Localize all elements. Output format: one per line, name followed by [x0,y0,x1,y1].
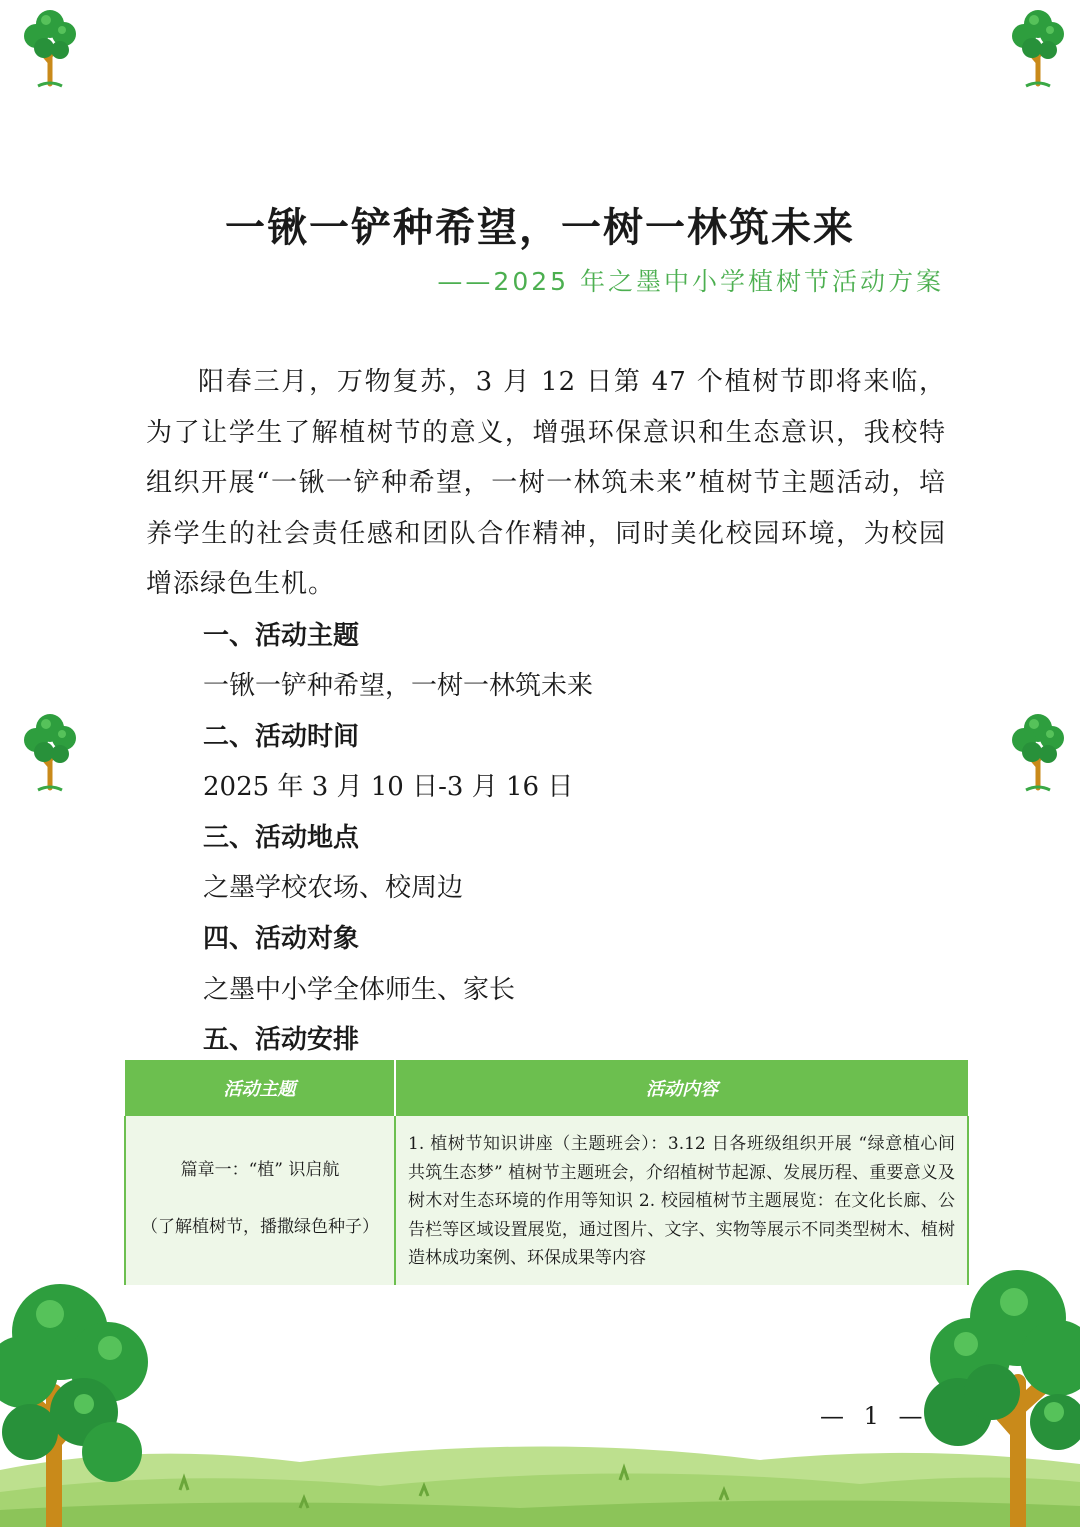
table-row [125,1116,968,1285]
tree-icon [20,4,80,88]
tree-icon [1008,4,1068,88]
tree-icon [1008,708,1068,792]
chapter-name: 篇章一：“植” 识启航 [180,1160,340,1180]
table-cell-content: 1. 植树节知识讲座（主题班会）：3.12 日各班级组织开展 “绿意植心间 共筑生态梦” 植树节主题班会，介绍植树节起源、发展历程、重要意义及树木对生态环境的作用等知识 2. 校园植树节主题展览：在文化长廊、公告栏等区域设置展览，通过图片、文字、实物等展示不同类型树木、植树造林成功案例、环保成果等内容 [395,1116,968,1285]
page-number: — 1 — [820,1402,929,1430]
intro-paragraph: 阳春三月，万物复苏，3 月 12 日第 47 个植树节即将来临，为了让学生了解植树节的意义，增强环保意识和生态意识，我校特组织开展“一锹一铲种希望，一树一林筑未来”植树节主题活动，培养学生的社会责任感和团队合作精神，同时美化校园环境，为校园增添绿色生机。 [146,367,946,599]
big-tree-left-icon [0,1272,160,1527]
section-heading-location: 三、活动地点 [203,823,360,853]
section-heading-time: 二、活动时间 [203,722,360,752]
section-content-location: 之墨学校农场、校周边 [203,873,464,903]
section-heading-theme: 一、活动主题 [203,621,360,651]
chapter-note: （了解植树节，播撒绿色种子） [141,1216,379,1237]
document-title: 一锹一铲种希望，一树一林筑未来 [225,204,855,251]
section-content-time: 2025 年 3 月 10 日-3 月 16 日 [203,772,574,802]
big-tree-right-icon [918,1262,1080,1527]
schedule-table [124,1060,969,1285]
section-heading-participants: 四、活动对象 [203,924,360,954]
table-cell-theme [125,1116,395,1285]
table-header-content: 活动内容 [395,1060,968,1116]
tree-icon [20,708,80,792]
table-header-theme: 活动主题 [125,1060,395,1116]
table-header-row [125,1060,968,1116]
section-heading-schedule: 五、活动安排 [203,1025,360,1055]
document-subtitle: ——2025 年之墨中小学植树节活动方案 [437,267,944,296]
section-content-theme: 一锹一铲种希望，一树一林筑未来 [203,671,594,701]
section-content-participants: 之墨中小学全体师生、家长 [203,975,516,1005]
